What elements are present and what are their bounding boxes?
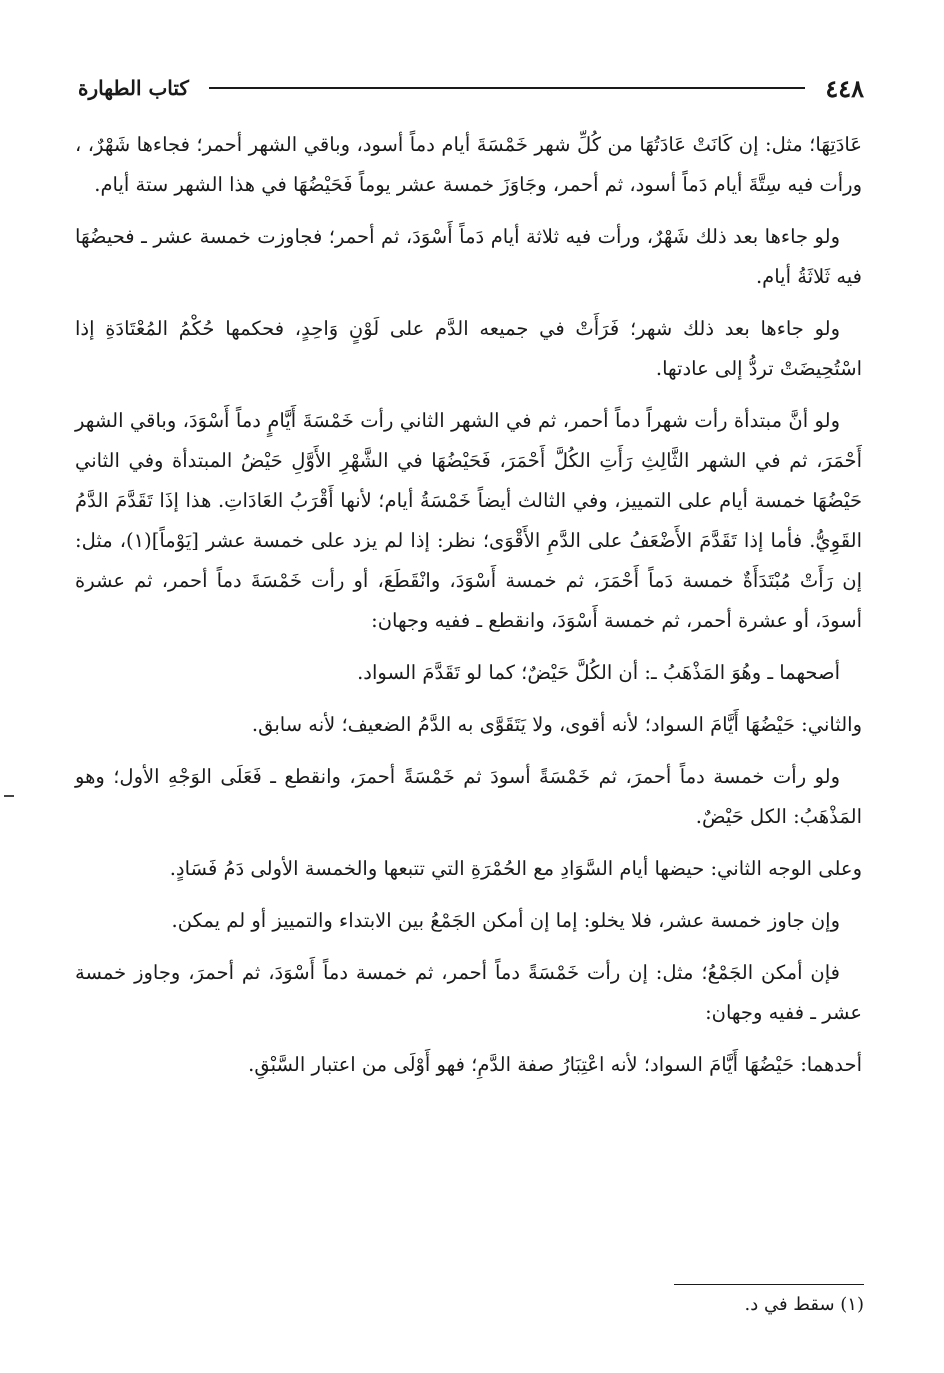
paragraph: ولو جاءها بعد ذلك شهر؛ فَرَأَتْ في جميعه الدَّم على لَوْنٍ وَاحِدٍ، فحكمها حُكْمُ المُعْتَادَةِ إذا اسْتُحِيضَتْ تردُّ إلى عادتها. xyxy=(75,317,862,380)
header-rule xyxy=(209,87,805,89)
paragraph: عَادَتِهَا؛ مثل: إن كَانَتْ عَادَتُهَا من كُلِّ شهر خَمْسَةَ أيام دماً أسود، وباقي الشهر أحمر؛ فجاءها شَهْرٌ، ، ورأت فيه سِتَّةَ أيام دَماً أسود، ثم أحمر، وجَاوَزَ خمسة عشر يوماً فَحَيْضُهَا في هذا الشهر ستة أيام. xyxy=(75,133,862,196)
paragraph: والثاني: حَيْضُهَا أَيَّامَ السواد؛ لأنه أقوى، ولا يَتَقَوَّى به الدَّمُ الضعيف؛ لأنه سابق. xyxy=(251,713,862,736)
footnote: (١) سقط في د. xyxy=(744,1294,864,1315)
paragraph: وإن جاوز خمسة عشر، فلا يخلو: إما إن أمكن الجَمْعُ بين الابتداء والتمييز أو لم يمكن. xyxy=(171,909,840,932)
page-header xyxy=(78,72,864,104)
paragraph: ولو جاءها بعد ذلك شَهْرٌ، ورأت فيه ثلاثة أيام دَماً أَسْوَدَ، ثم أحمر؛ فجاوزت خمسة عشر ـ فحيضُهَا فيه ثَلاثَةُ أيام. xyxy=(75,225,862,288)
page-body xyxy=(75,125,862,1097)
footnote-separator xyxy=(674,1284,864,1285)
page-number: ٤٤٨ xyxy=(825,73,864,103)
paragraph: أحدهما: حَيْضُهَا أَيَّامَ السواد؛ لأنه اعْتِبَارُ صفة الدَّمِ؛ فهو أَوْلَى من اعتبار السَّبْقِ. xyxy=(248,1053,862,1076)
scan-edge-mark xyxy=(4,795,14,797)
paragraph: فإن أمكن الجَمْعُ؛ مثل: إن رأت خَمْسَةً دماً أحمر، ثم خمسة دماً أَسْوَدَ، ثم أحمرَ، وجاوز خمسة عشر ـ ففيه وجهان: xyxy=(75,961,862,1024)
paragraph: أصحهما ـ وهُوَ المَذْهَبُ ـ: أن الكُلَّ حَيْضٌ؛ كما لو تَقَدَّمَ السواد. xyxy=(357,661,840,684)
paragraph: ولو رأت خمسة دماً أحمرَ، ثم خَمْسَةً أسودَ ثم خَمْسَةً أحمرَ، وانقطع ـ فَعَلَى الوَجْهِ الأول؛ وهو المَذْهَبُ: الكل حَيْضٌ. xyxy=(75,765,862,828)
book-title: كتاب الطهارة xyxy=(78,76,189,100)
paragraph: وعلى الوجه الثاني: حيضها أيام السَّوَادِ مع الحُمْرَةِ التي تتبعها والخمسة الأولى دَمُ فَسَادٍ. xyxy=(169,857,862,880)
paragraph: ولو أنَّ مبتدأة رأت شهراً دماً أحمر، ثم في الشهر الثاني رأت خَمْسَةَ أَيَّامٍ دماً أَسْوَدَ، وباقي الشهر أَحْمَرَ، ثم في الشهر الثَّالِثِ رَأَتِ الكُلَّ أَحْمَرَ، فَحَيْضُهَا في الشَّهْرِ الأَوَّلِ حَيْضُ المبتدأة وفي الثاني حَيْضُهَا خمسة أيام على التمييز، وفي الثالث أيضاً خَمْسَةُ أيام؛ لأنها أَقْرَبُ العَادَاتِ. هذا إذَا تَقَدَّمَ الدَّمُ القَوِيُّ. فأما إذا تَقَدَّمَ الأَضْعَفُ على الدَّمِ الأَقْوَى؛ نظر: إذا لم يزد على خمسة عشر [يَوْماً](١)، مثل: إن رَأَتْ مُبْتَدَأَةٌ خمسة دَماً أَحْمَرَ، ثم خمسة أَسْوَدَ، وانْقَطَعَ، أو رأت خَمْسَةَ دماً أحمر، ثم عشرة أسودَ، أو عشرة أحمر، ثم خمسة أَسْوَدَ، وانقطع ـ ففيه وجهان: xyxy=(75,409,862,632)
